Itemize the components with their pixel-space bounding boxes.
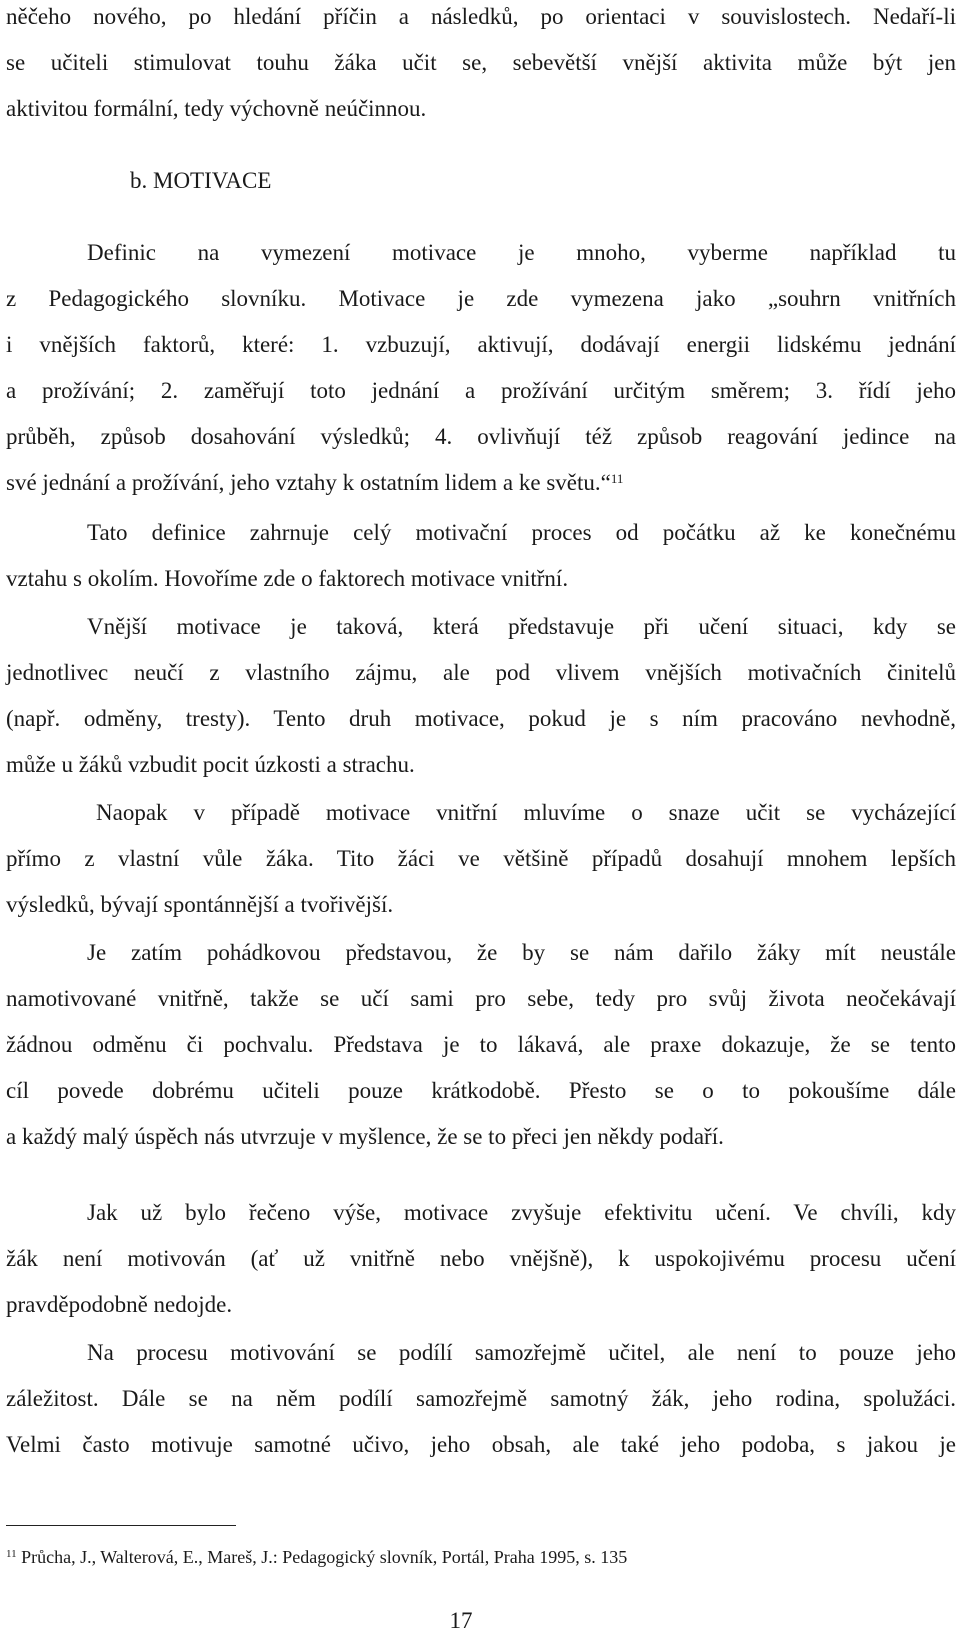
body-text-line: aktivitou formální, tedy výchovně neúčinnou. bbox=[6, 96, 427, 121]
body-text-line: Definic na vymezení motivace je mnoho, vyberme například tu bbox=[87, 240, 956, 265]
body-text-line: namotivované vnitřně, takže se učí sami pro sebe, tedy pro svůj života neočekávají bbox=[6, 986, 956, 1011]
body-text-line: přímo z vlastní vůle žáka. Tito žáci ve většině případů dosahují mnohem lepších bbox=[6, 846, 956, 871]
body-text-line: záležitost. Dále se na něm podílí samozřejmě samotný žák, jeho rodina, spolužáci. bbox=[6, 1386, 956, 1411]
body-text-line: Na procesu motivování se podílí samozřejmě učitel, ale není to pouze jeho bbox=[87, 1340, 956, 1365]
body-text-line: žák není motivován (ať už vnitřně nebo vnějšně), k uspokojivému procesu učení bbox=[6, 1246, 956, 1271]
footnote-text: Průcha, J., Walterová, E., Mareš, J.: Pedagogický slovník, Portál, Praha 1995, s. 135 bbox=[21, 1547, 628, 1567]
body-text-line: vztahu s okolím. Hovoříme zde o faktorech motivace vnitřní. bbox=[6, 566, 569, 591]
body-text-line: pravděpodobně nedojde. bbox=[6, 1292, 233, 1317]
body-text-line: jednotlivec neučí z vlastního zájmu, ale pod vlivem vnějších motivačních činitelů bbox=[6, 660, 956, 685]
page-number: 17 bbox=[449, 1608, 473, 1633]
body-text-line: Tato definice zahrnuje celý motivační proces od počátku až ke konečnému bbox=[87, 520, 956, 545]
body-text-line: Je zatím pohádkovou představou, že by se nám dařilo žáky mít neustále bbox=[87, 940, 956, 965]
body-text-line: z Pedagogického slovníku. Motivace je zde vymezena jako „souhrn vnitřních bbox=[6, 286, 956, 311]
body-text-line: průběh, způsob dosahování výsledků; 4. ovlivňují též způsob reagování jedince na bbox=[6, 424, 956, 449]
body-text-line: cíl povede dobrému učiteli pouze krátkodobě. Přesto se o to pokoušíme dále bbox=[6, 1078, 956, 1103]
body-text-line: něčeho nového, po hledání příčin a následků, po orientaci v souvislostech. Nedaří-li bbox=[6, 4, 956, 29]
section-heading: b. MOTIVACE bbox=[130, 168, 272, 193]
body-text-span: své jednání a prožívání, jeho vztahy k ostatním lidem a ke světu.“ bbox=[6, 470, 611, 495]
body-text-line: a každý malý úspěch nás utvrzuje v myšlence, že se to přeci jen někdy podaří. bbox=[6, 1124, 724, 1149]
body-text-line: Vnější motivace je taková, která představuje při učení situaci, kdy se bbox=[87, 614, 956, 639]
footnote bbox=[6, 1545, 627, 1569]
body-text-line: výsledků, bývají spontánnější a tvořivější. bbox=[6, 892, 394, 917]
footnote-reference: 11 bbox=[610, 471, 624, 486]
body-text-line: může u žáků vzbudit pocit úzkosti a strachu. bbox=[6, 752, 415, 777]
body-text-line: a prožívání; 2. zaměřují toto jednání a prožívání určitým směrem; 3. řídí jeho bbox=[6, 378, 956, 403]
body-text-line: se učiteli stimulovat touhu žáka učit se, sebevětší vnější aktivita může být jen bbox=[6, 50, 956, 75]
body-text-line: i vnějších faktorů, které: 1. vzbuzují, aktivují, dodávají energii lidskému jednání bbox=[6, 332, 956, 357]
body-text-line: žádnou odměnu či pochvalu. Představa je to lákavá, ale praxe dokazuje, že se tento bbox=[6, 1032, 956, 1057]
body-text-line: (např. odměny, tresty). Tento druh motivace, pokud je s ním pracováno nevhodně, bbox=[6, 706, 956, 731]
body-text-line bbox=[6, 468, 956, 498]
footnote-number: 11 bbox=[6, 1548, 17, 1560]
body-text-line: Jak už bylo řečeno výše, motivace zvyšuje efektivitu učení. Ve chvíli, kdy bbox=[87, 1200, 956, 1225]
footnote-divider bbox=[6, 1525, 236, 1526]
body-text-line: Velmi často motivuje samotné učivo, jeho obsah, ale také jeho podoba, s jakou je bbox=[6, 1432, 956, 1457]
body-text-line: Naopak v případě motivace vnitřní mluvíme o snaze učit se vycházející bbox=[96, 800, 956, 825]
